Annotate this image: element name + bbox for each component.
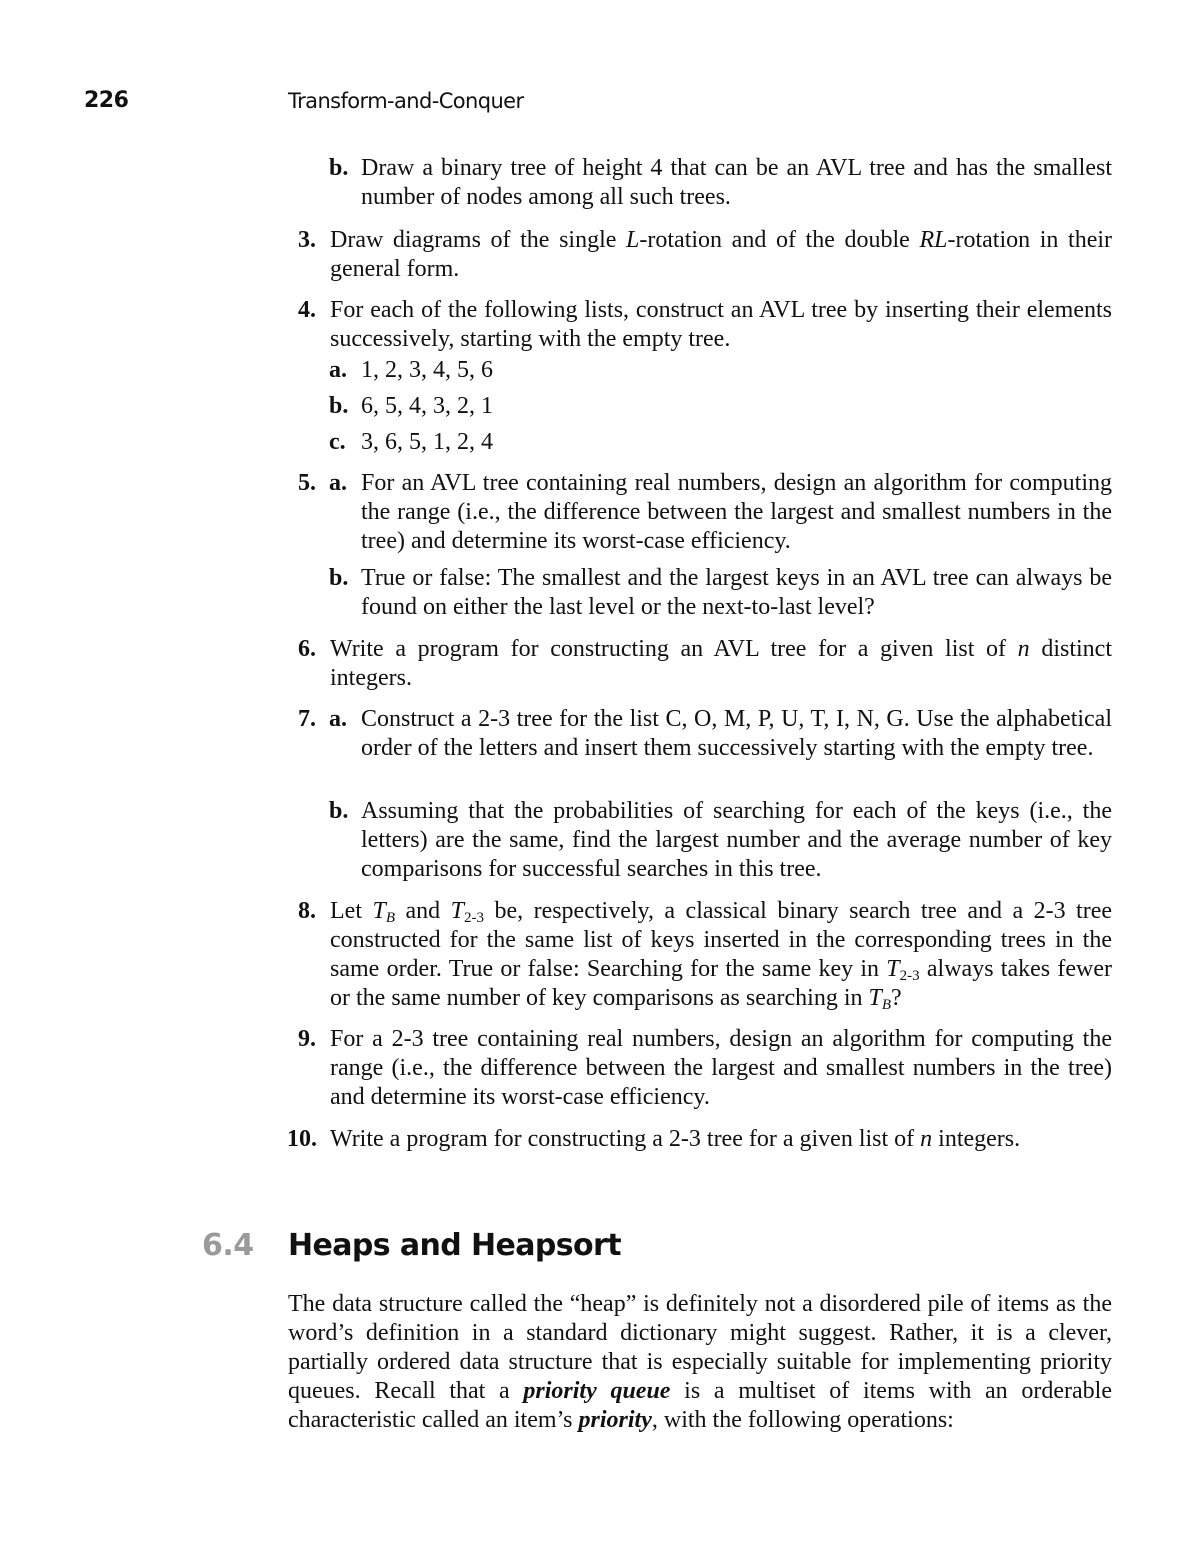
exercise-5a	[329, 469, 1112, 556]
running-head: Transform-and-Conquer	[288, 89, 524, 113]
item-label: 6.	[298, 636, 316, 662]
exercise-6	[298, 635, 1112, 693]
item-label: c.	[329, 429, 346, 455]
item-text: For an AVL tree containing real numbers, design an algorithm for computing the range (i.e., the difference between the largest and smallest numbers in the tree) and determine its worst-case efficiency.	[361, 470, 1112, 554]
item-label: 3.	[298, 227, 316, 253]
item-label: b.	[329, 798, 349, 824]
exercise-2b	[329, 154, 1112, 212]
section-paragraph: The data structure called the “heap” is definitely not a disordered pile of items as the word’s definition in a standard dictionary might suggest. Rather, it is a clever, partially ordered data structure that is especially suitable for implementing priority queues. Recall that a priority queue is a multiset of items with an orderable characteristic called an item’s priority, with the following operations:	[288, 1291, 1112, 1433]
item-text: Write a program for constructing a 2-3 tree for a given list of n integers.	[330, 1126, 1021, 1152]
item-text: True or false: The smallest and the largest keys in an AVL tree can always be found on either the last level or the next-to-last level?	[361, 565, 1112, 620]
item-text: Let $T_B$ and $T_{2-3}$ be, respectively, a classical binary search tree and a 2-3 tree constructed for the same list of keys inserted in the corresponding trees in the same order. True or false: Searching for the same key in $T_{2-3}$ always takes fewer or the same number of key comparisons as searching in $T_B$?	[330, 898, 1113, 1013]
item-label: 4.	[298, 297, 316, 323]
exercise-3	[298, 226, 1112, 284]
item-label: a.	[329, 470, 347, 496]
exercise-4	[298, 296, 1112, 354]
item-text: Write a program for constructing an AVL tree for a given list of n distinct integers.	[330, 636, 1112, 691]
page-number: 226	[84, 88, 129, 113]
section-number: 6.4	[202, 1228, 254, 1263]
item-text: 3, 6, 5, 1, 2, 4	[361, 429, 493, 455]
exercise-10	[287, 1125, 1112, 1154]
item-label: 10.	[287, 1126, 317, 1152]
exercise-7a	[329, 705, 1112, 763]
exercise-7b	[329, 797, 1112, 884]
item-text: Draw diagrams of the single L-rotation and of the double RL-rotation in their general form.	[330, 227, 1113, 282]
item-label: 8.	[298, 898, 316, 924]
term-priority: priority	[578, 1407, 652, 1433]
term-priority-queue: priority queue	[523, 1378, 671, 1404]
exercise-5b	[329, 564, 1112, 622]
section-title: Heaps and Heapsort	[288, 1228, 621, 1263]
item-text: For each of the following lists, construct an AVL tree by inserting their elements successively, starting with the empty tree.	[330, 297, 1112, 352]
exercise-9	[298, 1025, 1112, 1112]
item-text: For a 2-3 tree containing real numbers, design an algorithm for computing the range (i.e., the difference between the largest and smallest numbers in the tree) and determine its worst-case efficiency.	[330, 1026, 1112, 1110]
exercise-4c	[329, 428, 1112, 457]
item-label: 7.	[298, 706, 316, 732]
item-label: 9.	[298, 1026, 316, 1052]
item-label: b.	[329, 565, 349, 591]
item-label: b.	[329, 155, 349, 181]
exercise-4b	[329, 392, 1112, 421]
item-label: b.	[329, 393, 349, 419]
item-text: Draw a binary tree of height 4 that can be an AVL tree and has the smallest number of nodes among all such trees.	[361, 155, 1112, 210]
item-label: a.	[329, 706, 347, 732]
item-text: 6, 5, 4, 3, 2, 1	[361, 393, 493, 419]
item-text: 1, 2, 3, 4, 5, 6	[361, 357, 493, 383]
item-text: Construct a 2-3 tree for the list C, O, M, P, U, T, I, N, G. Use the alphabetical order of the letters and insert them successively starting with the empty tree.	[361, 706, 1112, 761]
exercise-8	[298, 897, 1112, 1013]
exercise-4a	[329, 356, 1112, 385]
item-label: a.	[329, 357, 347, 383]
item-label: 5.	[298, 470, 316, 496]
item-text: Assuming that the probabilities of searching for each of the keys (i.e., the letters) are the same, find the largest number and the average number of key comparisons for successful searches in this tree.	[361, 798, 1112, 882]
